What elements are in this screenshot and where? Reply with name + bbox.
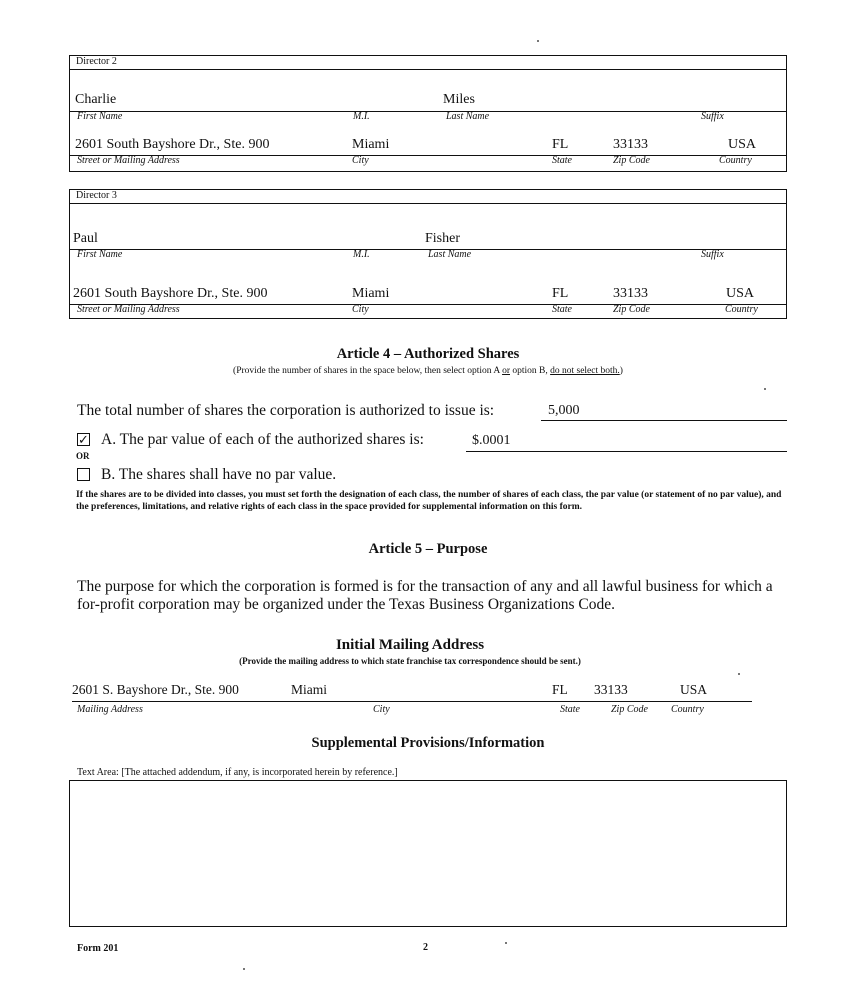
director-3-first-name-label: First Name <box>77 249 123 260</box>
mailing-instructions: (Provide the mailing address to which state franchise tax correspondence should be sent.) <box>239 656 581 666</box>
director-3-state: FL <box>552 286 569 301</box>
director-3-box <box>69 189 787 319</box>
scan-speck <box>505 942 507 944</box>
page-number: 2 <box>423 942 428 953</box>
option-a-checkbox[interactable]: ✓ <box>78 432 89 447</box>
form-number: Form 201 <box>77 943 119 954</box>
director-3-last-name: Fisher <box>425 231 460 246</box>
mailing-state-label: State <box>560 704 580 715</box>
director-3-state-label: State <box>552 304 572 315</box>
scan-speck <box>537 40 539 42</box>
option-b-checkbox[interactable] <box>77 468 90 481</box>
classes-note: If the shares are to be divided into classes, you must set forth the designation of each class, the number of shares of each class, the par value (or statement of no par value), and the preferences, limitations, and relative rights of each class in the space provided for supplemental information on this form. <box>76 490 782 512</box>
director-2-box <box>69 55 787 172</box>
director-3-zip-label: Zip Code <box>613 304 650 315</box>
director-3-first-name: Paul <box>73 231 98 246</box>
director-2-suffix-label: Suffix <box>701 111 724 122</box>
director-3-street: 2601 South Bayshore Dr., Ste. 900 <box>73 286 268 301</box>
scan-speck <box>243 968 245 970</box>
total-shares-value[interactable]: 5,000 <box>548 403 580 418</box>
total-shares-label: The total number of shares the corporation is authorized to issue is: <box>77 402 495 419</box>
director-2-header: Director 2 <box>70 56 786 70</box>
director-2-zip-label: Zip Code <box>613 155 650 166</box>
mailing-zip-label: Zip Code <box>611 704 648 715</box>
director-2-street-label: Street or Mailing Address <box>77 155 180 166</box>
director-2-mi-label: M.I. <box>353 111 370 122</box>
director-3-suffix-label: Suffix <box>701 249 724 260</box>
director-2-first-name-label: First Name <box>77 111 123 122</box>
mailing-city-label: City <box>373 704 390 715</box>
director-3-header: Director 3 <box>70 190 786 204</box>
option-a-label: A. The par value of each of the authorized shares is: <box>101 431 424 448</box>
director-2-last-name-label: Last Name <box>446 111 490 122</box>
mailing-country: USA <box>680 682 708 697</box>
director-2-city: Miami <box>352 137 390 152</box>
supplemental-title: Supplemental Provisions/Information <box>311 735 545 751</box>
mailing-country-label: Country <box>671 704 704 715</box>
option-b-label: B. The shares shall have no par value. <box>101 466 337 483</box>
director-3-city-label: City <box>352 304 369 315</box>
or-label: OR <box>76 451 90 461</box>
mailing-address: 2601 S. Bayshore Dr., Ste. 900 <box>72 682 239 697</box>
director-2-state-label: State <box>552 155 572 166</box>
director-3-zip: 33133 <box>613 286 648 301</box>
article-4-instructions: (Provide the number of shares in the space below, then select option A or option B, do not select both.) <box>233 366 623 376</box>
scan-speck <box>764 388 766 390</box>
mailing-address-label: Mailing Address <box>77 704 143 715</box>
mailing-zip: 33133 <box>594 682 628 697</box>
director-2-country-label: Country <box>719 155 752 166</box>
director-3-street-label: Street or Mailing Address <box>77 304 180 315</box>
director-2-street: 2601 South Bayshore Dr., Ste. 900 <box>75 137 270 152</box>
article-4-title: Article 4 – Authorized Shares <box>336 346 520 362</box>
director-3-mi-label: M.I. <box>353 249 370 260</box>
article-5-title: Article 5 – Purpose <box>368 541 488 557</box>
director-2-country: USA <box>728 137 757 152</box>
director-2-last-name: Miles <box>443 92 475 107</box>
purpose-text: The purpose for which the corporation is formed is for the transaction of any and all lawful business for which a for-profit corporation may be organized under the Texas Business Organizations Code. <box>77 578 773 613</box>
supplemental-text-area[interactable] <box>69 780 787 927</box>
director-3-last-name-label: Last Name <box>428 249 472 260</box>
director-2-zip: 33133 <box>613 137 648 152</box>
text-area-label: Text Area: [The attached addendum, if any, is incorporated herein by reference.] <box>77 767 398 778</box>
director-2-first-name: Charlie <box>75 92 117 107</box>
mailing-city: Miami <box>291 682 327 697</box>
director-3-country: USA <box>726 286 755 301</box>
director-3-city: Miami <box>352 286 390 301</box>
director-3-country-label: Country <box>725 304 758 315</box>
mailing-title: Initial Mailing Address <box>335 637 485 653</box>
mailing-state: FL <box>552 682 568 697</box>
par-value[interactable]: $.0001 <box>472 433 511 448</box>
director-2-state: FL <box>552 137 569 152</box>
scan-speck <box>738 673 740 675</box>
director-2-city-label: City <box>352 155 369 166</box>
